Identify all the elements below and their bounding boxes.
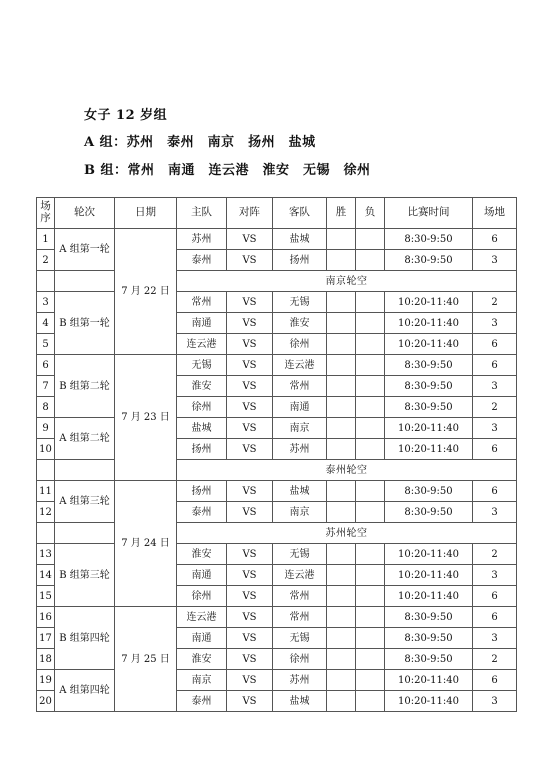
round-cell: B 组第三轮 (55, 544, 115, 607)
win-cell (327, 649, 356, 670)
win-cell (327, 376, 356, 397)
versus-label: VS (227, 565, 273, 586)
bye-notice: 苏州轮空 (177, 523, 517, 544)
table-row (37, 544, 517, 565)
away-team: 苏州 (273, 670, 327, 691)
loss-cell (356, 544, 385, 565)
loss-cell (356, 481, 385, 502)
versus-label: VS (227, 313, 273, 334)
home-team: 扬州 (177, 481, 227, 502)
table-row (37, 229, 517, 250)
loss-cell (356, 502, 385, 523)
round-cell: B 组第四轮 (55, 607, 115, 670)
section-title: 女子 12 岁组 (84, 108, 168, 123)
versus-label: VS (227, 544, 273, 565)
group-b-teams: B 组：常州 南通 连云港 淮安 无锡 徐州 (84, 163, 371, 178)
match-no: 17 (37, 628, 55, 649)
round-cell: A 组第三轮 (55, 481, 115, 523)
win-cell (327, 628, 356, 649)
away-team: 常州 (273, 586, 327, 607)
match-no: 15 (37, 586, 55, 607)
court-number: 3 (473, 628, 517, 649)
court-number: 6 (473, 229, 517, 250)
table-row (37, 670, 517, 691)
header-home-team: 主队 (177, 198, 227, 229)
court-number: 3 (473, 565, 517, 586)
away-team: 淮安 (273, 313, 327, 334)
match-no: 16 (37, 607, 55, 628)
table-row (37, 607, 517, 628)
home-team: 泰州 (177, 691, 227, 712)
away-team: 南京 (273, 418, 327, 439)
away-team: 盐城 (273, 481, 327, 502)
away-team: 扬州 (273, 250, 327, 271)
court-number: 2 (473, 544, 517, 565)
date-cell: 7 月 22 日 (115, 229, 177, 355)
court-number: 2 (473, 397, 517, 418)
away-team: 南京 (273, 502, 327, 523)
match-no: 8 (37, 397, 55, 418)
loss-cell (356, 607, 385, 628)
round-cell: B 组第二轮 (55, 355, 115, 418)
away-team: 无锡 (273, 292, 327, 313)
win-cell (327, 439, 356, 460)
match-time: 8:30-9:50 (385, 502, 473, 523)
loss-cell (356, 691, 385, 712)
versus-label: VS (227, 229, 273, 250)
match-time: 8:30-9:50 (385, 229, 473, 250)
win-cell (327, 355, 356, 376)
loss-cell (356, 292, 385, 313)
away-team: 苏州 (273, 439, 327, 460)
court-number: 6 (473, 586, 517, 607)
match-no: 7 (37, 376, 55, 397)
match-time: 8:30-9:50 (385, 355, 473, 376)
match-time: 10:20-11:40 (385, 439, 473, 460)
header-court: 场地 (473, 198, 517, 229)
match-no: 14 (37, 565, 55, 586)
loss-cell (356, 397, 385, 418)
versus-label: VS (227, 334, 273, 355)
versus-label: VS (227, 481, 273, 502)
header-match-time: 比赛时间 (385, 198, 473, 229)
court-number: 6 (473, 607, 517, 628)
bye-row (37, 460, 517, 481)
away-team: 连云港 (273, 565, 327, 586)
round-cell: B 组第一轮 (55, 292, 115, 355)
home-team: 南京 (177, 670, 227, 691)
win-cell (327, 502, 356, 523)
court-number: 6 (473, 439, 517, 460)
match-no: 18 (37, 649, 55, 670)
loss-cell (356, 565, 385, 586)
versus-label: VS (227, 292, 273, 313)
loss-cell (356, 418, 385, 439)
header-versus: 对阵 (227, 198, 273, 229)
home-team: 泰州 (177, 250, 227, 271)
table-row (37, 355, 517, 376)
win-cell (327, 544, 356, 565)
empty-cell (37, 271, 55, 292)
group-a-teams: A 组：苏州 泰州 南京 扬州 盐城 (84, 135, 316, 150)
match-schedule-table (36, 197, 517, 712)
versus-label: VS (227, 376, 273, 397)
home-team: 泰州 (177, 502, 227, 523)
versus-label: VS (227, 418, 273, 439)
match-time: 10:20-11:40 (385, 544, 473, 565)
empty-cell (37, 523, 55, 544)
match-no: 12 (37, 502, 55, 523)
home-team: 无锡 (177, 355, 227, 376)
win-cell (327, 229, 356, 250)
court-number: 6 (473, 670, 517, 691)
match-no: 4 (37, 313, 55, 334)
versus-label: VS (227, 649, 273, 670)
win-cell (327, 586, 356, 607)
win-cell (327, 313, 356, 334)
home-team: 常州 (177, 292, 227, 313)
win-cell (327, 481, 356, 502)
versus-label: VS (227, 670, 273, 691)
match-time: 10:20-11:40 (385, 292, 473, 313)
win-cell (327, 691, 356, 712)
away-team: 徐州 (273, 334, 327, 355)
versus-label: VS (227, 502, 273, 523)
loss-cell (356, 376, 385, 397)
away-team: 盐城 (273, 691, 327, 712)
round-cell: A 组第一轮 (55, 229, 115, 271)
court-number: 2 (473, 649, 517, 670)
loss-cell (356, 628, 385, 649)
court-number: 3 (473, 313, 517, 334)
empty-cell (55, 271, 115, 292)
match-time: 10:20-11:40 (385, 670, 473, 691)
match-no: 10 (37, 439, 55, 460)
match-time: 8:30-9:50 (385, 649, 473, 670)
header-loss: 负 (356, 198, 385, 229)
match-time: 8:30-9:50 (385, 481, 473, 502)
home-team: 淮安 (177, 649, 227, 670)
loss-cell (356, 229, 385, 250)
loss-cell (356, 586, 385, 607)
match-time: 10:20-11:40 (385, 418, 473, 439)
header-match-no: 场序 (37, 198, 55, 229)
away-team: 无锡 (273, 628, 327, 649)
win-cell (327, 607, 356, 628)
match-no: 13 (37, 544, 55, 565)
court-number: 3 (473, 376, 517, 397)
match-time: 10:20-11:40 (385, 313, 473, 334)
away-team: 盐城 (273, 229, 327, 250)
match-time: 8:30-9:50 (385, 628, 473, 649)
court-number: 3 (473, 691, 517, 712)
match-time: 8:30-9:50 (385, 607, 473, 628)
home-team: 连云港 (177, 607, 227, 628)
home-team: 淮安 (177, 376, 227, 397)
loss-cell (356, 649, 385, 670)
match-no: 20 (37, 691, 55, 712)
match-no: 11 (37, 481, 55, 502)
home-team: 盐城 (177, 418, 227, 439)
win-cell (327, 292, 356, 313)
bye-row (37, 523, 517, 544)
table-row (37, 418, 517, 439)
home-team: 连云港 (177, 334, 227, 355)
match-time: 8:30-9:50 (385, 397, 473, 418)
win-cell (327, 250, 356, 271)
win-cell (327, 565, 356, 586)
match-no: 2 (37, 250, 55, 271)
home-team: 淮安 (177, 544, 227, 565)
match-no: 6 (37, 355, 55, 376)
home-team: 南通 (177, 628, 227, 649)
versus-label: VS (227, 586, 273, 607)
court-number: 3 (473, 502, 517, 523)
loss-cell (356, 355, 385, 376)
court-number: 3 (473, 250, 517, 271)
match-time: 10:20-11:40 (385, 691, 473, 712)
versus-label: VS (227, 439, 273, 460)
match-time: 8:30-9:50 (385, 250, 473, 271)
match-no: 1 (37, 229, 55, 250)
court-number: 3 (473, 418, 517, 439)
match-no: 3 (37, 292, 55, 313)
win-cell (327, 397, 356, 418)
empty-cell (55, 460, 115, 481)
versus-label: VS (227, 691, 273, 712)
loss-cell (356, 334, 385, 355)
loss-cell (356, 439, 385, 460)
match-time: 8:30-9:50 (385, 376, 473, 397)
header-away-team: 客队 (273, 198, 327, 229)
bye-notice: 泰州轮空 (177, 460, 517, 481)
bye-row (37, 271, 517, 292)
empty-cell (37, 460, 55, 481)
match-time: 10:20-11:40 (385, 586, 473, 607)
court-number: 6 (473, 481, 517, 502)
court-number: 6 (473, 355, 517, 376)
win-cell (327, 670, 356, 691)
round-cell: A 组第四轮 (55, 670, 115, 712)
home-team: 南通 (177, 313, 227, 334)
away-team: 常州 (273, 607, 327, 628)
empty-cell (55, 523, 115, 544)
home-team: 扬州 (177, 439, 227, 460)
versus-label: VS (227, 628, 273, 649)
versus-label: VS (227, 355, 273, 376)
date-cell: 7 月 25 日 (115, 607, 177, 712)
home-team: 南通 (177, 565, 227, 586)
home-team: 徐州 (177, 397, 227, 418)
table-row (37, 292, 517, 313)
win-cell (327, 334, 356, 355)
away-team: 南通 (273, 397, 327, 418)
match-no: 19 (37, 670, 55, 691)
match-no: 9 (37, 418, 55, 439)
win-cell (327, 418, 356, 439)
loss-cell (356, 670, 385, 691)
match-no: 5 (37, 334, 55, 355)
table-row (37, 481, 517, 502)
loss-cell (356, 250, 385, 271)
header-win: 胜 (327, 198, 356, 229)
away-team: 常州 (273, 376, 327, 397)
versus-label: VS (227, 397, 273, 418)
loss-cell (356, 313, 385, 334)
match-time: 10:20-11:40 (385, 565, 473, 586)
header-round: 轮次 (55, 198, 115, 229)
versus-label: VS (227, 250, 273, 271)
court-number: 2 (473, 292, 517, 313)
date-cell: 7 月 24 日 (115, 481, 177, 607)
home-team: 徐州 (177, 586, 227, 607)
court-number: 6 (473, 334, 517, 355)
date-cell: 7 月 23 日 (115, 355, 177, 481)
away-team: 无锡 (273, 544, 327, 565)
away-team: 徐州 (273, 649, 327, 670)
header-date: 日期 (115, 198, 177, 229)
bye-notice: 南京轮空 (177, 271, 517, 292)
match-time: 10:20-11:40 (385, 334, 473, 355)
versus-label: VS (227, 607, 273, 628)
round-cell: A 组第二轮 (55, 418, 115, 460)
header-row (37, 198, 517, 229)
away-team: 连云港 (273, 355, 327, 376)
home-team: 苏州 (177, 229, 227, 250)
